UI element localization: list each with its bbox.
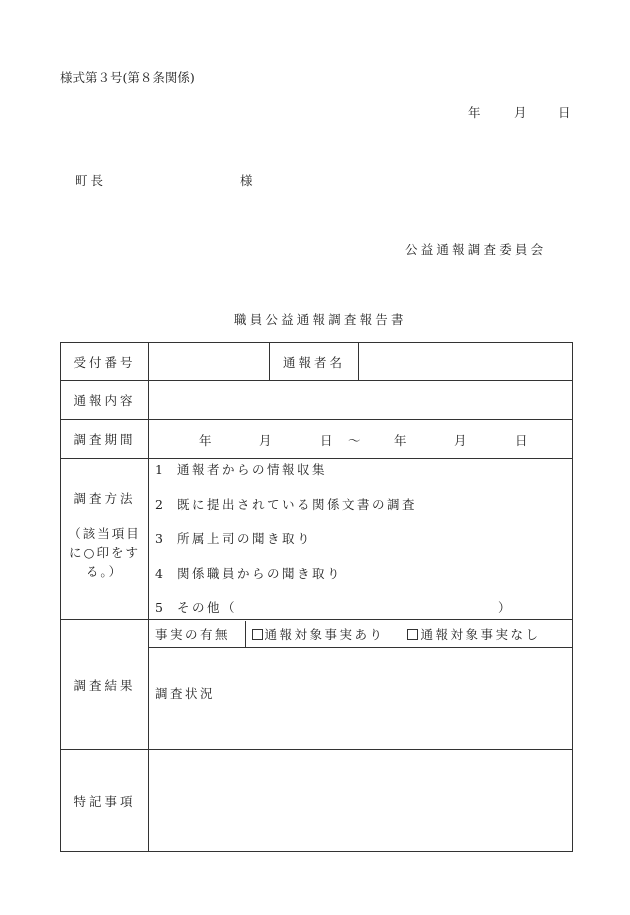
sender-committee: 公益通報調査委員会: [405, 242, 547, 257]
addressee-honorific: 様: [240, 173, 253, 188]
date-day-label: 日: [558, 105, 571, 120]
other-close-paren: ）: [498, 600, 514, 616]
date-month-label: 月: [514, 105, 527, 120]
report-form-table: [60, 342, 573, 852]
report-content-label: 通報内容: [61, 381, 149, 420]
method-item-number: 4: [155, 565, 163, 581]
special-remarks-label: 特記事項: [61, 750, 149, 852]
method-item-2[interactable]: [155, 496, 572, 531]
method-note: （該当項目に○印をする。）: [68, 526, 141, 579]
result-label: 調査結果: [61, 620, 149, 750]
method-item-number: 3: [155, 531, 163, 547]
method-item-3[interactable]: [155, 530, 572, 565]
fact-cell: [149, 620, 573, 648]
method-item-text: その他（: [177, 600, 238, 616]
fact-option-no[interactable]: [407, 627, 540, 642]
addressee-name: 町長: [75, 173, 107, 188]
special-remarks-field[interactable]: [149, 750, 573, 852]
fact-inner-table: [149, 621, 572, 647]
fact-option-no-label: 通報対象事実なし: [420, 626, 541, 642]
fact-option-yes-label: 通報対象事実あり: [264, 626, 385, 642]
informant-name-field[interactable]: [359, 343, 573, 381]
period-start-day: 日: [320, 433, 333, 448]
investigation-status-label: 調査状況: [155, 685, 216, 701]
method-item-4[interactable]: [155, 565, 572, 600]
investigation-period-field[interactable]: [149, 420, 573, 459]
investigation-period-label: 調査期間: [61, 420, 149, 459]
form-number: 様式第３号(第８条関係): [60, 70, 195, 85]
method-item-text: 通報者からの情報収集: [177, 462, 328, 477]
method-label-cell: [61, 459, 149, 620]
document-title: 職員公益通報調査報告書: [234, 312, 407, 327]
method-item-5[interactable]: [155, 599, 572, 619]
fact-row: [61, 620, 573, 648]
period-end-month: 月: [454, 433, 467, 448]
period-end-year: 年: [394, 433, 407, 448]
remarks-row: [61, 750, 573, 852]
method-item-text: 関係職員からの聞き取り: [177, 565, 343, 581]
period-end-day: 日: [515, 433, 528, 448]
method-item-text: 所属上司の聞き取り: [177, 531, 313, 547]
method-item-number: 2: [155, 496, 163, 512]
investigation-method-label: 調査方法: [73, 491, 136, 506]
method-item-number: 5: [155, 600, 163, 616]
reception-number-field[interactable]: [149, 343, 270, 381]
method-item-number: 1: [155, 462, 163, 477]
checkbox-icon[interactable]: [407, 629, 418, 640]
report-content-field[interactable]: [149, 381, 573, 420]
reception-number-label: 受付番号: [61, 343, 149, 381]
checkbox-icon[interactable]: [252, 629, 263, 640]
reception-row: [61, 343, 573, 381]
content-row: [61, 381, 573, 420]
period-start-month: 月: [259, 433, 272, 448]
method-list: [149, 459, 573, 620]
fact-option-yes[interactable]: [252, 627, 385, 642]
method-item-text: 既に提出されている関係文書の調査: [177, 496, 418, 512]
period-row: [61, 420, 573, 459]
investigation-status-field[interactable]: [149, 648, 573, 750]
informant-name-label: 通報者名: [270, 343, 359, 381]
date-year-label: 年: [468, 105, 481, 120]
method-item-1[interactable]: [155, 461, 572, 496]
fact-existence-label: 事実の有無: [149, 621, 245, 647]
fact-options: [245, 621, 572, 647]
period-start-year: 年: [199, 433, 212, 448]
method-row: [61, 459, 573, 620]
period-wave-dash: ～: [348, 433, 361, 448]
